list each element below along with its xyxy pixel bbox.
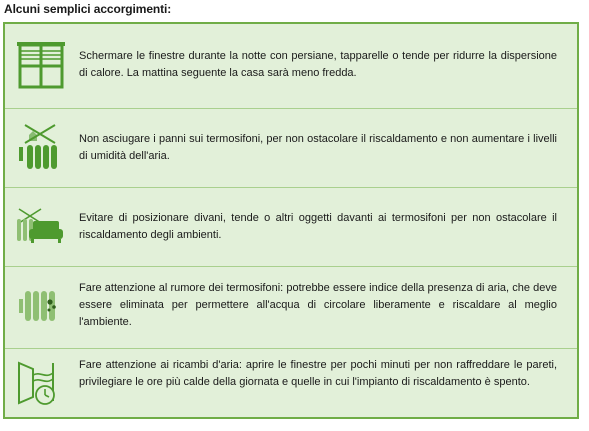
tip-item bbox=[5, 348, 577, 419]
sofa-blocking-radiator-icon bbox=[15, 207, 67, 257]
tip-text: Fare attenzione ai ricambi d'aria: aprire le finestre per pochi minuti per non raffreddare le pareti, privilegiare le ore più calde della giornata e quelle in cui l'impianto di riscaldamento è spento. bbox=[79, 359, 557, 388]
tip-text: Fare attenzione al rumore dei termosifoni: potrebbe essere indice della presenza di aria, che deve essere eliminata per permettere all'acqua di circolare liberamente e riscaldare al meglio l'ambiente. bbox=[79, 282, 557, 328]
window-airing-clock-icon bbox=[15, 357, 67, 407]
radiator-air-noise-icon bbox=[15, 285, 67, 335]
window-shutter-icon bbox=[15, 41, 67, 91]
section-heading: Alcuni semplici accorgimenti: bbox=[4, 2, 172, 16]
tip-item bbox=[5, 266, 577, 348]
tip-text: Schermare le finestre durante la notte con persiane, tapparelle o tende per ridurre la dispersione di calore. La mattina seguente la casa sarà meno fredda. bbox=[79, 50, 557, 79]
tip-item bbox=[5, 24, 577, 108]
tip-item bbox=[5, 108, 577, 187]
tip-text: Non asciugare i panni sui termosifoni, per non ostacolare il riscaldamento e non aumentare i livelli di umidità dell'aria. bbox=[79, 133, 557, 162]
tip-text: Evitare di posizionare divani, tende o altri oggetti davanti ai termosifoni per non ostacolare il riscaldamento degli ambienti. bbox=[79, 212, 557, 241]
no-drying-clothes-radiator-icon bbox=[15, 123, 67, 173]
tip-item bbox=[5, 187, 577, 266]
tips-panel bbox=[3, 22, 579, 419]
